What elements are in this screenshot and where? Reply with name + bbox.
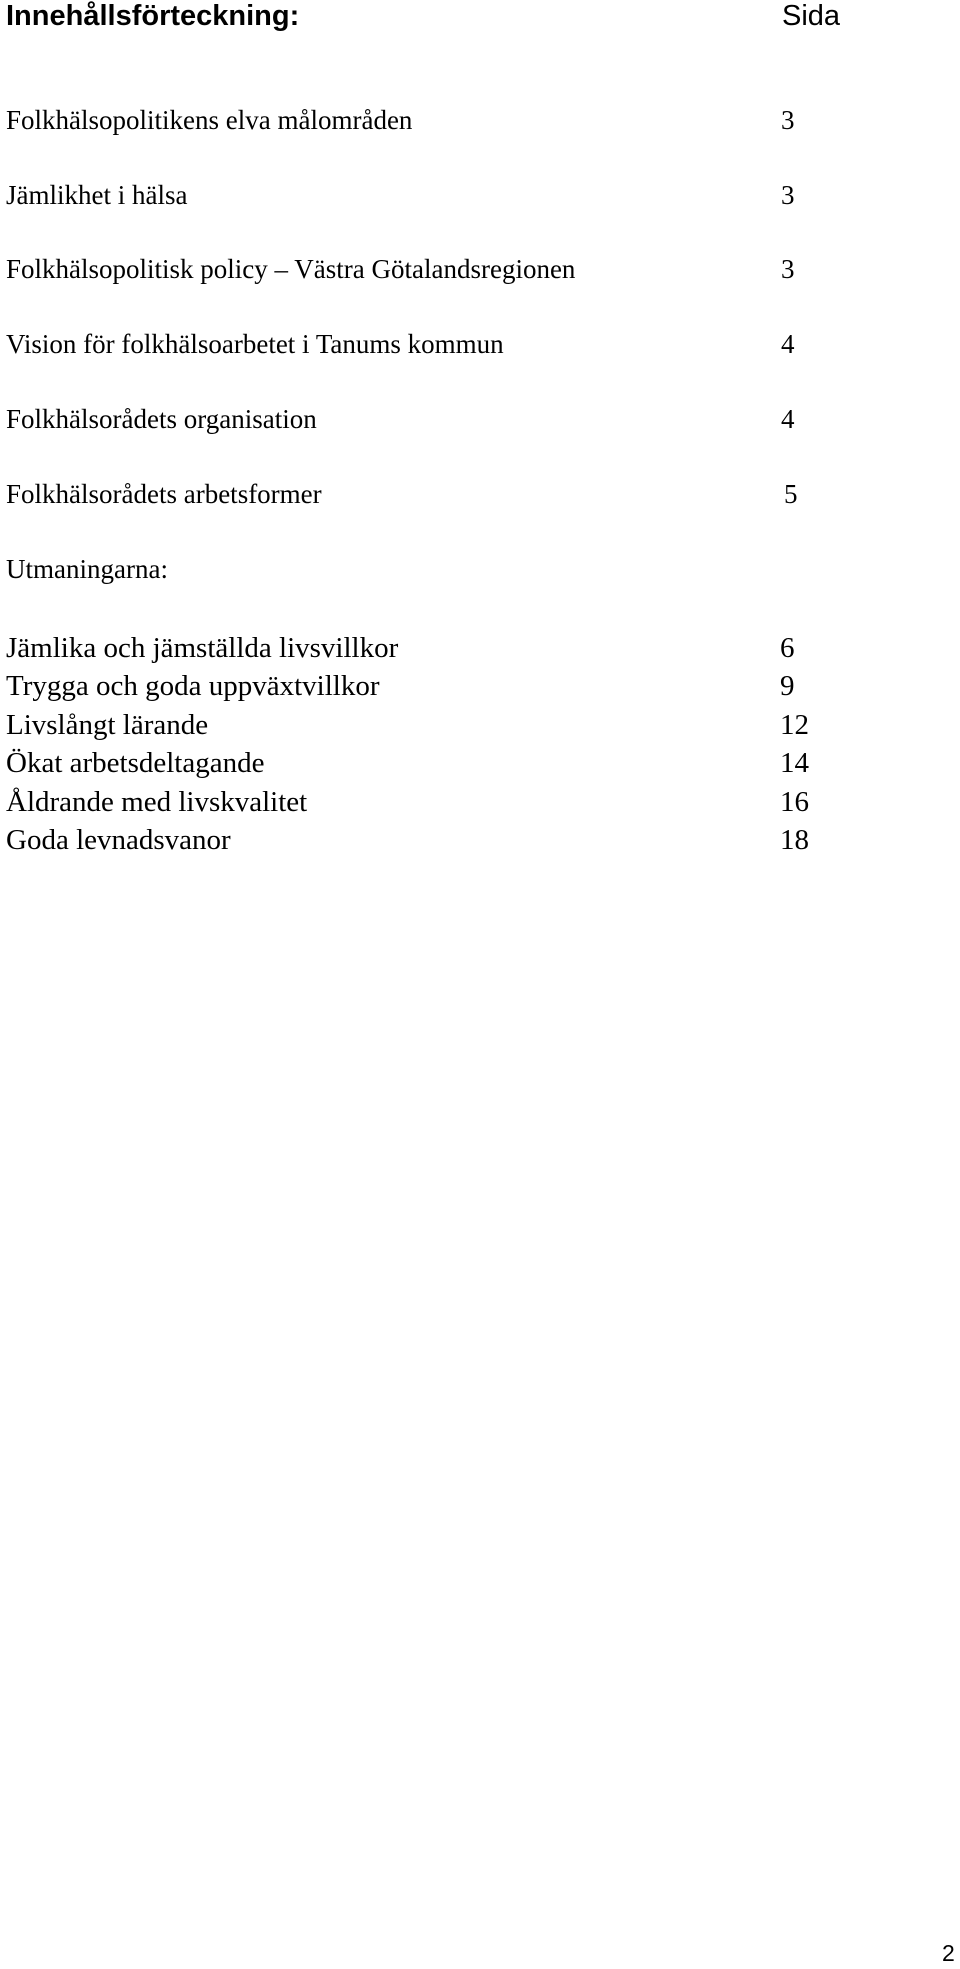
toc-subentry-title[interactable]: Goda levnadsvanor: [6, 824, 231, 856]
toc-entry-title[interactable]: Vision för folkhälsoarbetet i Tanums kommun: [6, 329, 504, 359]
toc-entry-title[interactable]: Jämlikhet i hälsa: [6, 180, 188, 210]
toc-entry-page: 3: [781, 254, 795, 284]
toc-subentry-title[interactable]: Jämlika och jämställda livsvillkor: [6, 632, 399, 664]
toc-heading: Innehållsförteckning:: [6, 0, 300, 32]
toc-subentry-page: 9: [780, 670, 795, 702]
toc-subentry-page: 12: [780, 709, 809, 741]
toc-entry-page: 4: [781, 329, 795, 359]
toc-entry-page: 3: [781, 105, 795, 135]
toc-entry-page: 5: [784, 479, 798, 509]
toc-subentry-title[interactable]: Åldrande med livskvalitet: [6, 786, 308, 818]
toc-entry-title[interactable]: Folkhälsorådets arbetsformer: [6, 479, 322, 509]
toc-entry-title[interactable]: Folkhälsopolitisk policy – Västra Götalandsregionen: [6, 254, 576, 284]
toc-subentry-page: 18: [780, 824, 809, 856]
toc-entry-title[interactable]: Folkhälsopolitikens elva målområden: [6, 105, 413, 135]
toc-entry-page: 3: [781, 180, 795, 210]
toc-subentry-title[interactable]: Ökat arbetsdeltagande: [6, 747, 265, 779]
toc-subentry-title[interactable]: Trygga och goda uppväxtvillkor: [6, 670, 380, 702]
subsection-label: Utmaningarna:: [6, 554, 168, 584]
footer-page-number: 2: [942, 1940, 955, 1966]
toc-subentry-page: 14: [780, 747, 809, 779]
toc-subentry-page: 16: [780, 786, 809, 818]
toc-entry-title[interactable]: Folkhälsorådets organisation: [6, 404, 317, 434]
toc-subentry-title[interactable]: Livslångt lärande: [6, 709, 209, 741]
toc-subentry-page: 6: [780, 632, 795, 664]
page-column-header: Sida: [782, 0, 841, 32]
toc-entry-page: 4: [781, 404, 795, 434]
